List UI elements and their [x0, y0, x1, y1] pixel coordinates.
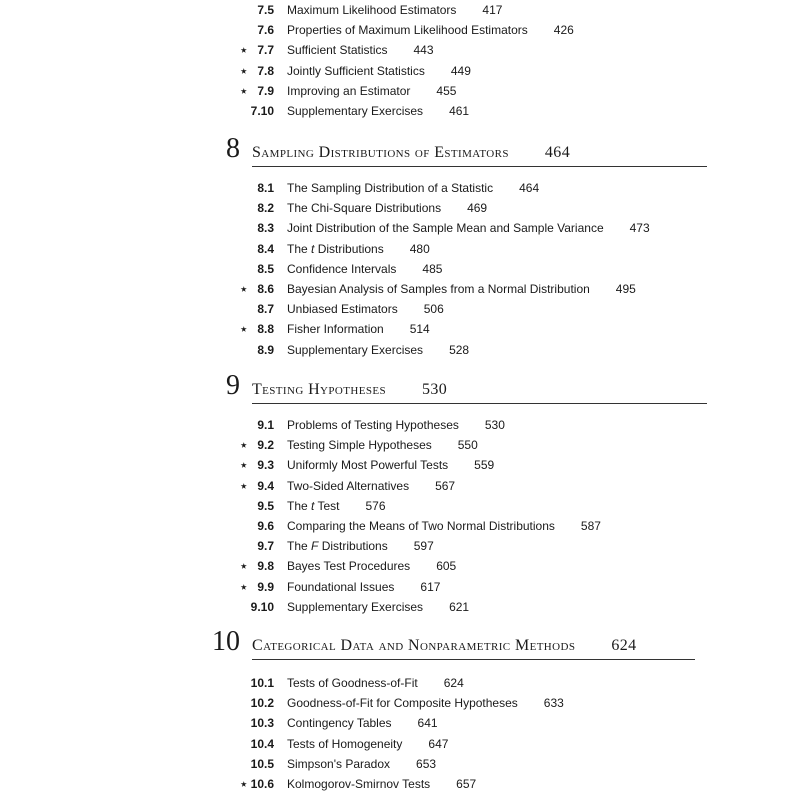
chapter-title[interactable]	[252, 381, 447, 399]
section-title[interactable]	[287, 597, 469, 617]
section-title[interactable]	[287, 455, 494, 475]
section-page-number: 455	[436, 83, 457, 98]
section-number: 7.8	[257, 63, 274, 78]
section-page-number: 633	[543, 696, 564, 711]
toc-entry[interactable]	[0, 754, 800, 774]
section-page-number: 449	[450, 63, 471, 78]
section-number: 9.1	[257, 418, 274, 432]
section-title-text: Unbiased Estimators	[287, 302, 398, 317]
section-title[interactable]	[287, 536, 434, 556]
chapter-heading[interactable]	[0, 370, 800, 410]
section-title-text: Sufficient Statistics	[287, 43, 388, 58]
section-number: 7.6	[257, 23, 274, 38]
toc-entry[interactable]	[0, 198, 800, 218]
toc-entry[interactable]	[0, 299, 800, 319]
section-title-text: Supplementary Exercises	[287, 599, 424, 614]
section-number: 10.6	[250, 777, 274, 791]
section-page-number: 506	[423, 302, 444, 317]
section-title-text: The t Distributions	[287, 241, 384, 256]
section-number: 8.8	[257, 322, 274, 337]
toc-entry[interactable]	[0, 259, 800, 279]
section-page-number: 621	[449, 599, 470, 614]
toc-entry[interactable]	[0, 496, 800, 516]
toc-entry[interactable]	[0, 239, 800, 259]
optional-star-icon: ⋆	[240, 83, 248, 98]
toc-entry[interactable]	[0, 178, 800, 198]
section-title[interactable]	[287, 577, 440, 597]
toc-entry[interactable]	[0, 81, 800, 101]
section-title-text: Problems of Testing Hypotheses	[287, 418, 459, 432]
toc-entry[interactable]	[0, 415, 800, 435]
toc-entry[interactable]	[0, 20, 800, 40]
section-number: 8.3	[257, 221, 274, 236]
section-title[interactable]	[287, 774, 476, 794]
optional-star-icon: ⋆	[240, 322, 248, 337]
section-title[interactable]	[287, 61, 471, 81]
chapter-heading[interactable]	[0, 133, 800, 173]
section-page-number: 576	[365, 498, 386, 513]
toc-entry[interactable]	[0, 340, 800, 360]
section-number: 9.10	[250, 599, 274, 614]
section-page-number: 624	[443, 676, 464, 690]
toc-entry[interactable]	[0, 218, 800, 238]
toc-entry[interactable]	[0, 673, 800, 693]
section-title-text: Testing Simple Hypotheses	[287, 438, 432, 453]
toc-entry[interactable]	[0, 101, 800, 121]
section-number: 8.4	[257, 241, 274, 256]
section-number: 9.9	[257, 579, 274, 594]
section-number: 9.6	[257, 519, 274, 533]
section-page-number: 530	[484, 418, 505, 432]
chapter-title-text: Testing Hypotheses	[252, 381, 386, 398]
section-title[interactable]	[287, 20, 574, 40]
section-number: 10.5	[250, 756, 274, 771]
section-number: 9.3	[257, 458, 274, 473]
section-title-text: Joint Distribution of the Sample Mean and Sample Variance	[287, 221, 604, 236]
section-title-text: Bayes Test Procedures	[287, 559, 411, 574]
section-title-text: Tests of Homogeneity	[287, 736, 403, 751]
section-title-text: Kolmogorov-Smirnov Tests	[287, 777, 431, 791]
section-title-text: Improving an Estimator	[287, 83, 411, 98]
section-number: 7.5	[257, 3, 274, 17]
toc-entry[interactable]	[0, 0, 800, 20]
section-page-number: 550	[457, 438, 478, 453]
section-number: 9.7	[257, 539, 274, 554]
toc-entry[interactable]	[0, 536, 800, 556]
section-title-text: Foundational Issues	[287, 579, 395, 594]
section-title[interactable]	[287, 693, 564, 713]
section-page-number: 647	[428, 736, 449, 751]
section-page-number: 657	[456, 777, 477, 791]
optional-star-icon: ⋆	[240, 579, 248, 594]
section-title-text: Bayesian Analysis of Samples from a Normal Distribution	[287, 282, 590, 296]
toc-entry[interactable]	[0, 693, 800, 713]
section-title-text: Supplementary Exercises	[287, 104, 424, 118]
section-number: 7.9	[257, 83, 274, 98]
toc-entry[interactable]	[0, 279, 800, 299]
section-title[interactable]	[287, 198, 487, 218]
chapter-rule	[252, 166, 707, 167]
toc-entry[interactable]	[0, 597, 800, 617]
section-page-number: 605	[436, 559, 457, 574]
section-title-text: Maximum Likelihood Estimators	[287, 3, 457, 17]
chapter-rule	[252, 403, 707, 404]
section-title[interactable]	[287, 713, 438, 733]
section-page-number: 485	[422, 261, 443, 276]
toc-entry[interactable]	[0, 40, 800, 60]
chapter-page-number: 464	[544, 144, 571, 161]
chapter-rule	[252, 659, 695, 660]
optional-star-icon: ⋆	[240, 777, 248, 791]
section-title[interactable]	[287, 178, 539, 198]
section-title-text: Two-Sided Alternatives	[287, 478, 410, 493]
section-title-text: The F Distributions	[287, 539, 388, 554]
section-title[interactable]	[287, 81, 456, 101]
section-number: 7.10	[250, 104, 274, 118]
section-number: 8.5	[257, 261, 274, 276]
chapter-number: 10	[212, 626, 240, 657]
section-title-text: Fisher Information	[287, 322, 384, 337]
section-title-text: Uniformly Most Powerful Tests	[287, 458, 449, 473]
section-number: 8.7	[257, 302, 274, 317]
section-title[interactable]	[287, 340, 469, 360]
section-page-number: 495	[615, 282, 636, 296]
chapter-number: 9	[226, 370, 240, 401]
section-title[interactable]	[287, 319, 430, 339]
section-title[interactable]	[287, 754, 436, 774]
section-number: 10.3	[250, 716, 274, 731]
section-number: 8.6	[257, 282, 274, 296]
section-title[interactable]	[287, 299, 444, 319]
toc-entry[interactable]	[0, 734, 800, 754]
optional-star-icon: ⋆	[240, 43, 248, 58]
section-number: 10.4	[250, 736, 274, 751]
section-title-text: Confidence Intervals	[287, 261, 397, 276]
section-page-number: 464	[519, 181, 540, 195]
toc-entry[interactable]	[0, 556, 800, 576]
section-number: 8.9	[257, 342, 274, 357]
section-title[interactable]	[287, 218, 650, 238]
section-page-number: 443	[413, 43, 434, 58]
section-title[interactable]	[287, 239, 430, 259]
section-title-text: Tests of Goodness-of-Fit	[287, 676, 418, 690]
section-number: 7.7	[257, 43, 274, 58]
chapter-number: 8	[226, 133, 240, 164]
section-number: 8.1	[257, 181, 274, 195]
section-title[interactable]	[287, 734, 448, 754]
section-number: 9.4	[257, 478, 274, 493]
section-title-text: The t Test	[287, 498, 340, 513]
section-number: 10.2	[250, 696, 274, 711]
section-page-number: 514	[409, 322, 430, 337]
section-title[interactable]	[287, 415, 505, 435]
section-title[interactable]	[287, 40, 434, 60]
chapter-title-text: Categorical Data and Nonparametric Methods	[252, 637, 576, 654]
section-page-number: 528	[449, 342, 470, 357]
section-title[interactable]	[287, 101, 469, 121]
optional-star-icon: ⋆	[240, 438, 248, 453]
toc-entry[interactable]	[0, 577, 800, 597]
toc-entry[interactable]	[0, 774, 800, 794]
section-title-text: Goodness-of-Fit for Composite Hypotheses	[287, 696, 518, 711]
toc-entry[interactable]	[0, 476, 800, 496]
section-title[interactable]	[287, 0, 502, 20]
section-page-number: 653	[416, 756, 437, 771]
section-title-text: Simpson's Paradox	[287, 756, 391, 771]
section-page-number: 559	[474, 458, 495, 473]
chapter-page-number: 624	[611, 637, 637, 654]
chapter-page-number: 530	[421, 381, 448, 398]
section-page-number: 426	[553, 23, 574, 38]
optional-star-icon: ⋆	[240, 458, 248, 473]
section-page-number: 617	[420, 579, 441, 594]
optional-star-icon: ⋆	[240, 282, 248, 296]
section-title[interactable]	[287, 259, 442, 279]
section-page-number: 461	[449, 104, 470, 118]
section-page-number: 597	[413, 539, 434, 554]
toc-entry[interactable]	[0, 713, 800, 733]
section-title[interactable]	[287, 279, 636, 299]
section-title[interactable]	[287, 476, 455, 496]
section-number: 10.1	[250, 676, 274, 690]
section-page-number: 480	[409, 241, 430, 256]
section-title[interactable]	[287, 516, 601, 536]
section-number: 9.8	[257, 559, 274, 574]
section-page-number: 473	[629, 221, 650, 236]
section-page-number: 641	[417, 716, 438, 731]
section-title[interactable]	[287, 435, 478, 455]
chapter-heading[interactable]	[0, 626, 800, 666]
optional-star-icon: ⋆	[240, 559, 248, 574]
section-title-text: Jointly Sufficient Statistics	[287, 63, 425, 78]
section-title[interactable]	[287, 556, 456, 576]
section-title-text: Supplementary Exercises	[287, 342, 424, 357]
section-title-text: The Sampling Distribution of a Statistic	[287, 181, 494, 195]
optional-star-icon: ⋆	[240, 63, 248, 78]
toc-entry[interactable]	[0, 319, 800, 339]
optional-star-icon: ⋆	[240, 478, 248, 493]
chapter-title-text: Sampling Distributions of Estimators	[252, 144, 509, 161]
section-title[interactable]	[287, 496, 386, 516]
section-page-number: 417	[482, 3, 503, 17]
section-title-text: Contingency Tables	[287, 716, 392, 731]
section-number: 9.5	[257, 498, 274, 513]
section-page-number: 469	[467, 201, 488, 216]
section-title[interactable]	[287, 673, 464, 693]
chapter-title[interactable]	[252, 144, 570, 162]
section-title-text: The Chi-Square Distributions	[287, 201, 442, 216]
section-page-number: 587	[580, 519, 601, 533]
section-number: 9.2	[257, 438, 274, 453]
section-page-number: 567	[435, 478, 456, 493]
chapter-title[interactable]	[252, 637, 637, 655]
section-title-text: Properties of Maximum Likelihood Estimators	[287, 23, 528, 38]
section-title-text: Comparing the Means of Two Normal Distributions	[287, 519, 555, 533]
section-number: 8.2	[257, 201, 274, 216]
toc-entry[interactable]	[0, 61, 800, 81]
toc-entry[interactable]	[0, 455, 800, 475]
toc-entry[interactable]	[0, 435, 800, 455]
toc-entry[interactable]	[0, 516, 800, 536]
